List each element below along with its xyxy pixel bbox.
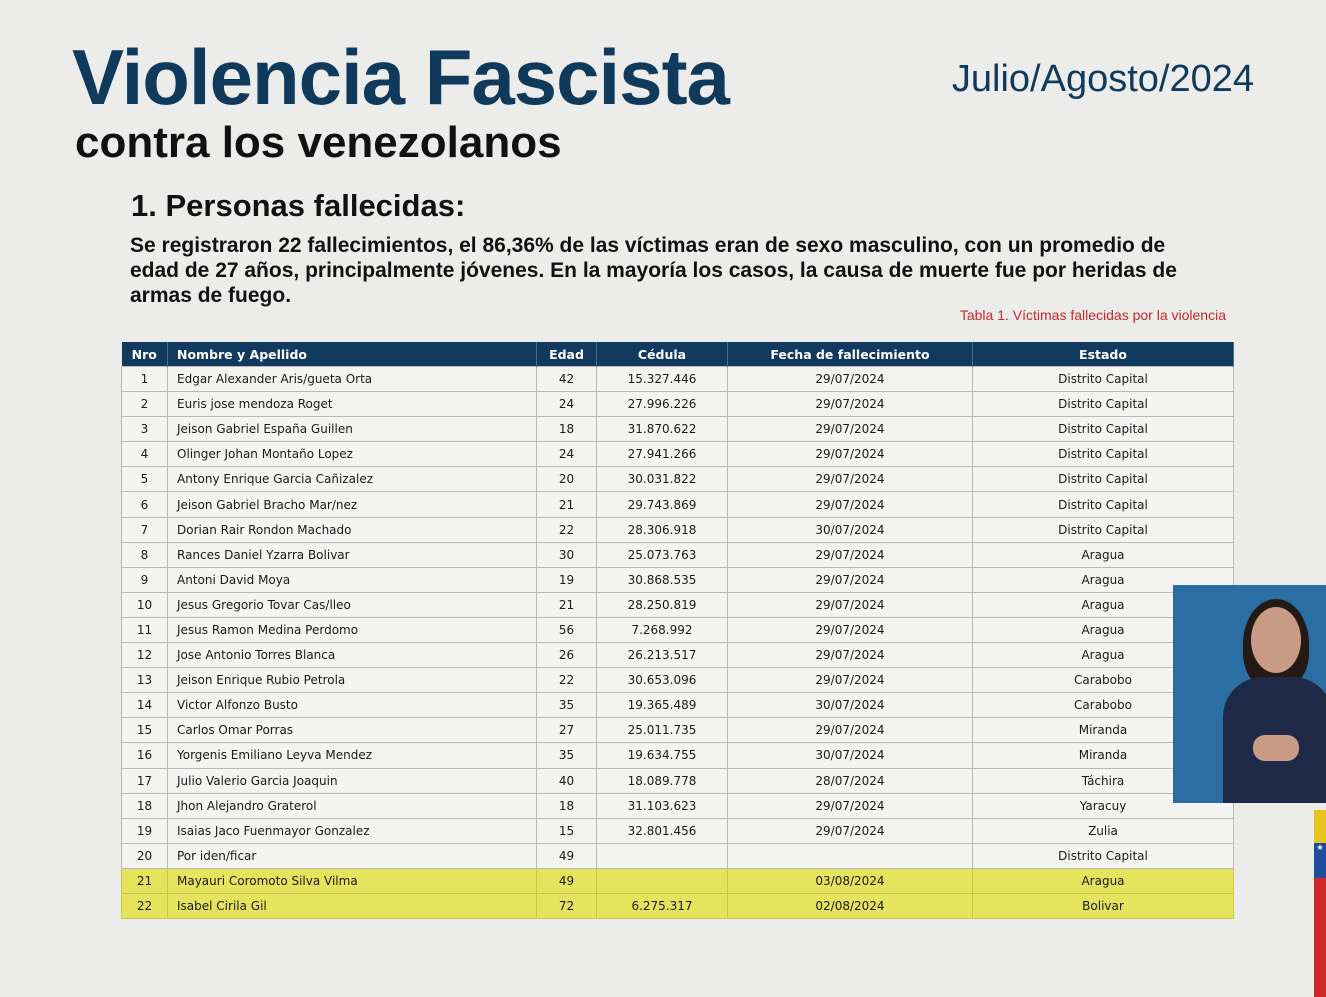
cell-fecha: 29/07/2024 bbox=[728, 592, 973, 617]
cell-cedula: 31.103.623 bbox=[597, 793, 728, 818]
table-row bbox=[122, 643, 1234, 668]
page-title: Violencia Fascista bbox=[72, 33, 729, 121]
table-row bbox=[122, 893, 1234, 918]
cell-cedula: 30.031.822 bbox=[597, 467, 728, 492]
cell-nro: 3 bbox=[122, 417, 168, 442]
cell-nombre: Jose Antonio Torres Blanca bbox=[168, 643, 537, 668]
cell-cedula: 27.941.266 bbox=[597, 442, 728, 467]
table-row bbox=[122, 693, 1234, 718]
cell-nro: 16 bbox=[122, 743, 168, 768]
cell-cedula bbox=[597, 868, 728, 893]
summary-paragraph: Se registraron 22 fallecimientos, el 86,36% de las víctimas eran de sexo masculino, con un promedio de edad de 27 años, principalmente jóvenes. En la mayoría los casos, la causa de muerte fue por heridas de armas de fuego. bbox=[130, 234, 1177, 307]
table-row bbox=[122, 592, 1234, 617]
cell-nro: 13 bbox=[122, 668, 168, 693]
cell-fecha: 29/07/2024 bbox=[728, 793, 973, 818]
cell-edad: 22 bbox=[537, 668, 597, 693]
table-row bbox=[122, 417, 1234, 442]
table-row bbox=[122, 567, 1234, 592]
cell-cedula: 30.653.096 bbox=[597, 668, 728, 693]
cell-nombre: Euris jose mendoza Roget bbox=[168, 392, 537, 417]
table-body bbox=[122, 367, 1234, 919]
cell-cedula: 28.306.918 bbox=[597, 517, 728, 542]
cell-nombre: Isabel Cirila Gil bbox=[168, 893, 537, 918]
cell-nro: 18 bbox=[122, 793, 168, 818]
date-range: Julio/Agosto/2024 bbox=[951, 58, 1254, 100]
cell-cedula: 25.011.735 bbox=[597, 718, 728, 743]
cell-fecha: 30/07/2024 bbox=[728, 693, 973, 718]
table-row bbox=[122, 542, 1234, 567]
cell-nombre: Jesus Gregorio Tovar Cas/lleo bbox=[168, 592, 537, 617]
cell-nombre: Jeison Enrique Rubio Petrola bbox=[168, 668, 537, 693]
cell-estado: Distrito Capital bbox=[973, 417, 1234, 442]
cell-nombre: Mayauri Coromoto Silva Vilma bbox=[168, 868, 537, 893]
cell-cedula: 32.801.456 bbox=[597, 818, 728, 843]
table-row bbox=[122, 392, 1234, 417]
cell-estado: Distrito Capital bbox=[973, 467, 1234, 492]
cell-cedula: 30.868.535 bbox=[597, 567, 728, 592]
cell-edad: 18 bbox=[537, 793, 597, 818]
cell-fecha: 29/07/2024 bbox=[728, 718, 973, 743]
cell-nro: 21 bbox=[122, 868, 168, 893]
cell-cedula: 7.268.992 bbox=[597, 617, 728, 642]
table-row bbox=[122, 718, 1234, 743]
cell-cedula: 6.275.317 bbox=[597, 893, 728, 918]
table-row bbox=[122, 818, 1234, 843]
table-row bbox=[122, 517, 1234, 542]
cell-nro: 12 bbox=[122, 643, 168, 668]
cell-fecha: 29/07/2024 bbox=[728, 417, 973, 442]
cell-edad: 27 bbox=[537, 718, 597, 743]
cell-edad: 15 bbox=[537, 818, 597, 843]
flag-blue-band: ★ bbox=[1314, 843, 1326, 878]
cell-estado: Distrito Capital bbox=[973, 843, 1234, 868]
cell-estado: Distrito Capital bbox=[973, 492, 1234, 517]
table-caption: Tabla 1. Víctimas fallecidas por la violencia bbox=[959, 307, 1226, 323]
column-header-nombre: Nombre y Apellido bbox=[168, 342, 537, 367]
cell-fecha: 28/07/2024 bbox=[728, 768, 973, 793]
cell-edad: 72 bbox=[537, 893, 597, 918]
column-header-estado: Estado bbox=[973, 342, 1234, 367]
cell-cedula: 19.365.489 bbox=[597, 693, 728, 718]
table-row bbox=[122, 843, 1234, 868]
cell-fecha: 02/08/2024 bbox=[728, 893, 973, 918]
cell-nro: 19 bbox=[122, 818, 168, 843]
table-row bbox=[122, 367, 1234, 392]
cell-nro: 6 bbox=[122, 492, 168, 517]
column-header-fecha: Fecha de fallecimiento bbox=[728, 342, 973, 367]
cell-fecha: 03/08/2024 bbox=[728, 868, 973, 893]
cell-estado: Distrito Capital bbox=[973, 367, 1234, 392]
cell-fecha bbox=[728, 843, 973, 868]
cell-cedula: 27.996.226 bbox=[597, 392, 728, 417]
cell-fecha: 29/07/2024 bbox=[728, 467, 973, 492]
cell-estado: Aragua bbox=[973, 868, 1234, 893]
table-row bbox=[122, 492, 1234, 517]
cell-estado: Distrito Capital bbox=[973, 517, 1234, 542]
cell-edad: 30 bbox=[537, 542, 597, 567]
cell-nro: 1 bbox=[122, 367, 168, 392]
cell-nro: 14 bbox=[122, 693, 168, 718]
page-subtitle: contra los venezolanos bbox=[75, 118, 562, 167]
cell-edad: 19 bbox=[537, 567, 597, 592]
cell-nombre: Olinger Johan Montaño Lopez bbox=[168, 442, 537, 467]
cell-nro: 9 bbox=[122, 567, 168, 592]
cell-fecha: 29/07/2024 bbox=[728, 567, 973, 592]
cell-fecha: 29/07/2024 bbox=[728, 617, 973, 642]
cell-nro: 4 bbox=[122, 442, 168, 467]
interpreter-face bbox=[1251, 607, 1301, 673]
cell-cedula: 26.213.517 bbox=[597, 643, 728, 668]
cell-cedula: 18.089.778 bbox=[597, 768, 728, 793]
cell-fecha: 30/07/2024 bbox=[728, 743, 973, 768]
cell-edad: 21 bbox=[537, 492, 597, 517]
table-row bbox=[122, 668, 1234, 693]
cell-nombre: Julio Valerio Garcia Joaquin bbox=[168, 768, 537, 793]
cell-nro: 8 bbox=[122, 542, 168, 567]
cell-fecha: 29/07/2024 bbox=[728, 818, 973, 843]
cell-fecha: 30/07/2024 bbox=[728, 517, 973, 542]
cell-edad: 20 bbox=[537, 467, 597, 492]
cell-nombre: Dorian Rair Rondon Machado bbox=[168, 517, 537, 542]
cell-estado: Carabobo bbox=[973, 693, 1234, 718]
cell-nombre: Jeison Gabriel España Guillen bbox=[168, 417, 537, 442]
venezuela-flag-strip bbox=[1314, 810, 1326, 997]
cell-estado: Aragua bbox=[973, 542, 1234, 567]
cell-edad: 35 bbox=[537, 743, 597, 768]
cell-edad: 49 bbox=[537, 843, 597, 868]
cell-nombre: Jhon Alejandro Graterol bbox=[168, 793, 537, 818]
cell-estado: Bolivar bbox=[973, 893, 1234, 918]
table-row bbox=[122, 617, 1234, 642]
cell-estado: Distrito Capital bbox=[973, 442, 1234, 467]
cell-edad: 24 bbox=[537, 392, 597, 417]
table-row bbox=[122, 743, 1234, 768]
table-row bbox=[122, 768, 1234, 793]
cell-nombre: Jesus Ramon Medina Perdomo bbox=[168, 617, 537, 642]
cell-cedula: 28.250.819 bbox=[597, 592, 728, 617]
cell-edad: 56 bbox=[537, 617, 597, 642]
cell-estado: Zulia bbox=[973, 818, 1234, 843]
cell-fecha: 29/07/2024 bbox=[728, 668, 973, 693]
cell-nro: 10 bbox=[122, 592, 168, 617]
cell-estado: Miranda bbox=[973, 743, 1234, 768]
cell-cedula bbox=[597, 843, 728, 868]
column-header-nro: Nro bbox=[122, 342, 168, 367]
cell-nombre: Por iden/ficar bbox=[168, 843, 537, 868]
cell-nombre: Carlos Omar Porras bbox=[168, 718, 537, 743]
cell-nombre: Edgar Alexander Aris/gueta Orta bbox=[168, 367, 537, 392]
cell-fecha: 29/07/2024 bbox=[728, 442, 973, 467]
table-row bbox=[122, 467, 1234, 492]
cell-edad: 26 bbox=[537, 643, 597, 668]
cell-fecha: 29/07/2024 bbox=[728, 492, 973, 517]
cell-estado: Aragua bbox=[973, 592, 1234, 617]
flag-red-band bbox=[1314, 878, 1326, 997]
column-header-edad: Edad bbox=[537, 342, 597, 367]
cell-nombre: Isaias Jaco Fuenmayor Gonzalez bbox=[168, 818, 537, 843]
cell-estado: Miranda bbox=[973, 718, 1234, 743]
cell-fecha: 29/07/2024 bbox=[728, 392, 973, 417]
section-heading: 1. Personas fallecidas: bbox=[131, 188, 466, 223]
table-header-row bbox=[122, 342, 1234, 367]
cell-edad: 21 bbox=[537, 592, 597, 617]
cell-estado: Carabobo bbox=[973, 668, 1234, 693]
cell-nro: 17 bbox=[122, 768, 168, 793]
cell-nro: 11 bbox=[122, 617, 168, 642]
cell-nro: 15 bbox=[122, 718, 168, 743]
cell-nombre: Antoni David Moya bbox=[168, 567, 537, 592]
cell-fecha: 29/07/2024 bbox=[728, 367, 973, 392]
cell-estado: Táchira bbox=[973, 768, 1234, 793]
column-header-cedula: Cédula bbox=[597, 342, 728, 367]
cell-estado: Aragua bbox=[973, 643, 1234, 668]
cell-cedula: 29.743.869 bbox=[597, 492, 728, 517]
cell-edad: 35 bbox=[537, 693, 597, 718]
cell-nro: 7 bbox=[122, 517, 168, 542]
cell-fecha: 29/07/2024 bbox=[728, 643, 973, 668]
cell-estado: Aragua bbox=[973, 617, 1234, 642]
cell-edad: 40 bbox=[537, 768, 597, 793]
cell-fecha: 29/07/2024 bbox=[728, 542, 973, 567]
interpreter-hands bbox=[1253, 735, 1299, 761]
cell-nombre: Rances Daniel Yzarra Bolivar bbox=[168, 542, 537, 567]
cell-nombre: Antony Enrique Garcia Cañizalez bbox=[168, 467, 537, 492]
cell-nro: 2 bbox=[122, 392, 168, 417]
cell-nombre: Yorgenis Emiliano Leyva Mendez bbox=[168, 743, 537, 768]
cell-edad: 22 bbox=[537, 517, 597, 542]
table-row bbox=[122, 442, 1234, 467]
table-row bbox=[122, 793, 1234, 818]
cell-estado: Aragua bbox=[973, 567, 1234, 592]
cell-nro: 5 bbox=[122, 467, 168, 492]
cell-nombre: Jeison Gabriel Bracho Mar/nez bbox=[168, 492, 537, 517]
cell-nombre: Victor Alfonzo Busto bbox=[168, 693, 537, 718]
cell-nro: 20 bbox=[122, 843, 168, 868]
cell-nro: 22 bbox=[122, 893, 168, 918]
cell-estado: Distrito Capital bbox=[973, 392, 1234, 417]
cell-cedula: 31.870.622 bbox=[597, 417, 728, 442]
cell-estado: Yaracuy bbox=[973, 793, 1234, 818]
table-row bbox=[122, 868, 1234, 893]
cell-edad: 49 bbox=[537, 868, 597, 893]
cell-edad: 18 bbox=[537, 417, 597, 442]
cell-edad: 24 bbox=[537, 442, 597, 467]
cell-edad: 42 bbox=[537, 367, 597, 392]
sign-language-interpreter-inset bbox=[1173, 585, 1326, 803]
cell-cedula: 15.327.446 bbox=[597, 367, 728, 392]
cell-cedula: 19.634.755 bbox=[597, 743, 728, 768]
victims-table bbox=[121, 342, 1234, 919]
flag-yellow-band bbox=[1314, 810, 1326, 843]
cell-cedula: 25.073.763 bbox=[597, 542, 728, 567]
